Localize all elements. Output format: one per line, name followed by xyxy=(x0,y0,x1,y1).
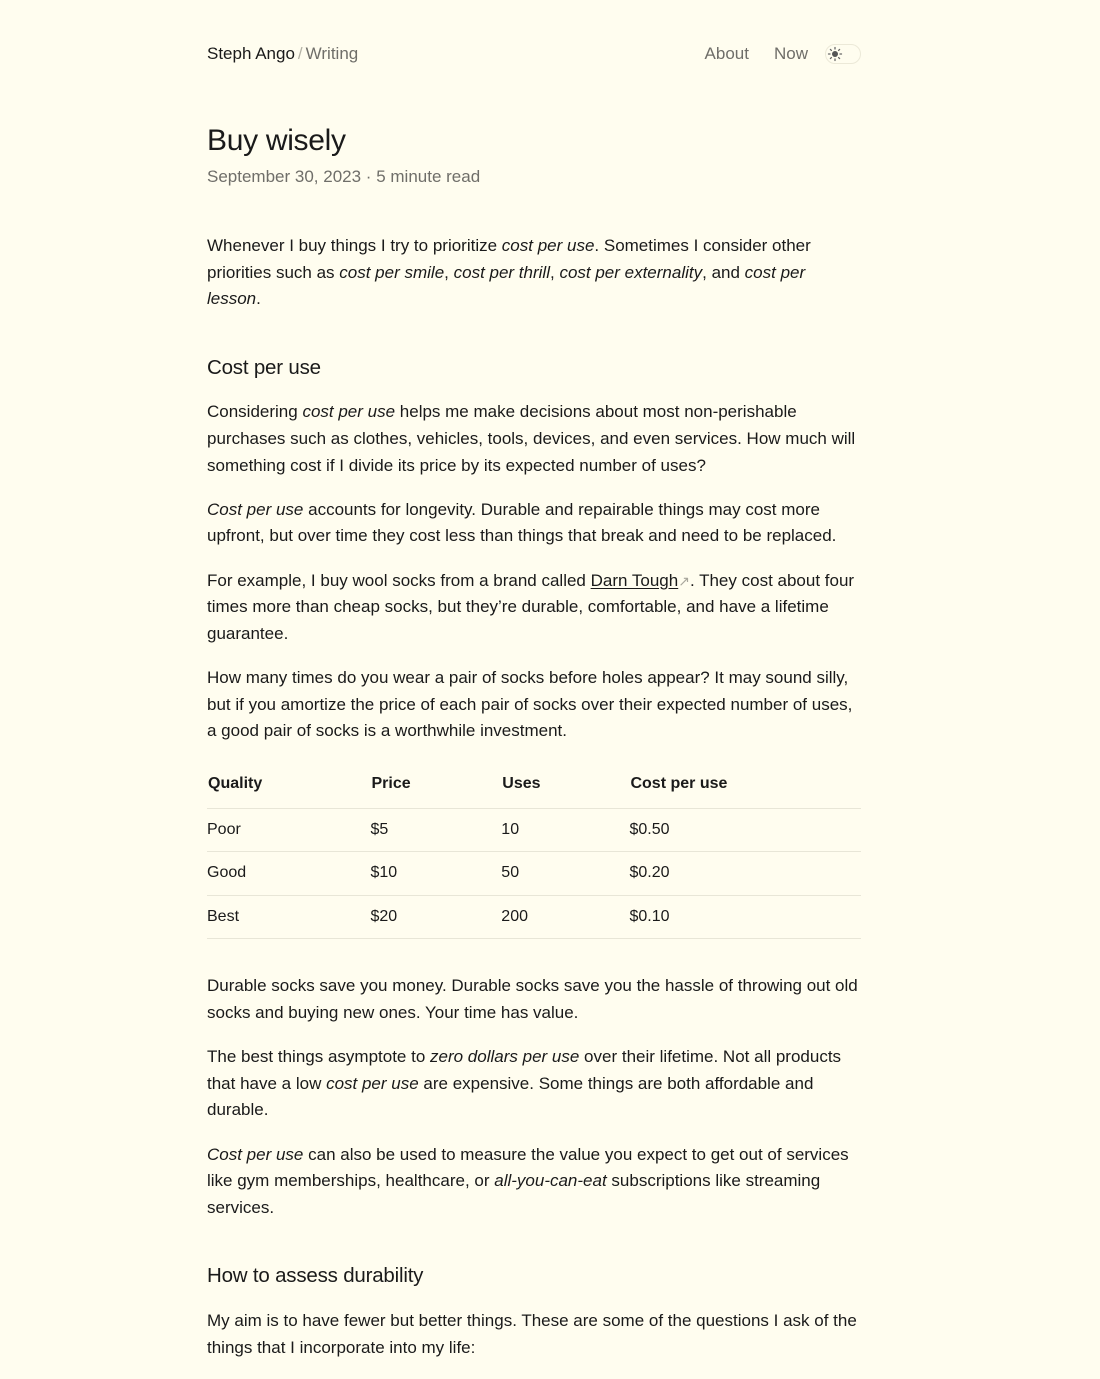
meta-separator: · xyxy=(365,167,372,186)
paragraph: Durable socks save you money. Durable socks save you the hassle of throwing out old socks and buying new ones. Your time has value. xyxy=(207,976,858,1022)
article-date: September 30, 2023 xyxy=(207,167,362,186)
text: , xyxy=(549,262,560,282)
text: helps me make decisions about most non-perishable purchases such as clothes, vehicles, tools, devices, and even services. How much will something cost if I divide its price by its expected number of uses? xyxy=(207,402,856,475)
table-cell: $0.50 xyxy=(629,808,861,852)
spacer xyxy=(207,939,861,973)
paragraph xyxy=(207,1142,861,1222)
breadcrumb xyxy=(207,44,358,64)
cost-per-use-table xyxy=(207,771,861,939)
table-cell: $0.10 xyxy=(629,895,861,939)
text: over their lifetime. Not all products that have a low xyxy=(207,1047,842,1093)
emphasis: cost per externality xyxy=(559,262,703,282)
text: , xyxy=(444,262,454,282)
emphasis: cost per smile xyxy=(339,262,445,282)
table-cell: $10 xyxy=(371,852,502,896)
table-cell: 200 xyxy=(501,895,629,939)
heading-cost-per-use: Cost per use xyxy=(207,355,321,379)
table-cell: $20 xyxy=(371,895,502,939)
emphasis: zero dollars per use xyxy=(430,1047,580,1067)
top-nav xyxy=(680,44,861,64)
column-header: Price xyxy=(371,771,502,808)
article-title: Buy wisely xyxy=(207,124,346,157)
paragraph xyxy=(207,497,861,550)
paragraph: My aim is to have fewer but better things. These are some of the questions I ask of the things that I incorporate into my life: xyxy=(207,1311,857,1357)
emphasis: cost per lesson xyxy=(207,262,806,309)
text: . Sometimes I consider other priorities such as xyxy=(207,236,811,282)
emphasis: cost per use xyxy=(326,1073,419,1093)
emphasis: cost per thrill xyxy=(453,262,550,282)
table-cell: 10 xyxy=(501,808,629,852)
text: Whenever I buy things I try to prioritize xyxy=(207,236,502,255)
article xyxy=(207,124,861,1361)
nav-now[interactable]: Now xyxy=(773,44,808,63)
sun-icon xyxy=(827,46,843,62)
table-header-row xyxy=(207,771,861,808)
heading-assess-durability: How to assess durability xyxy=(207,1264,424,1288)
site-header xyxy=(207,0,861,108)
text: are expensive. Some things are both affordable and durable. xyxy=(207,1073,814,1120)
text: . They cost about four times more than cheap socks, but they’re durable, comfortable, and have a lifetime guarantee. xyxy=(207,570,855,643)
column-header: Quality xyxy=(207,771,371,808)
page xyxy=(207,0,861,1361)
text: can also be used to measure the value you expect to get out of services like gym memberships, healthcare, or xyxy=(207,1144,849,1191)
emphasis: Cost per use xyxy=(207,499,304,519)
column-header: Cost per use xyxy=(629,771,861,808)
column-header: Uses xyxy=(501,771,629,808)
nav-about[interactable]: About xyxy=(704,44,749,63)
table-row xyxy=(207,808,861,852)
intro-paragraph xyxy=(207,233,861,313)
article-body xyxy=(207,233,861,1361)
text: The best things asymptote to xyxy=(207,1047,431,1067)
table-cell: 50 xyxy=(501,852,629,896)
paragraph xyxy=(207,399,861,479)
site-name-link[interactable]: Steph Ango xyxy=(207,44,295,63)
breadcrumb-separator: / xyxy=(297,44,303,63)
theme-toggle[interactable] xyxy=(825,44,861,64)
emphasis: all-you-can-eat xyxy=(494,1171,607,1191)
table-cell: $5 xyxy=(371,808,502,852)
emphasis: cost per use xyxy=(501,236,595,255)
text: accounts for longevity. Durable and repairable things may cost more upfront, but over time they cost less than things that break and need to be replaced. xyxy=(207,499,837,546)
section-link-writing[interactable]: Writing xyxy=(305,44,359,63)
table-cell: $0.20 xyxy=(629,852,861,896)
external-link-icon: ↗ xyxy=(678,572,690,589)
text: For example, I buy wool socks from a brand called xyxy=(207,570,591,590)
paragraph: How many times do you wear a pair of socks before holes appear? It may sound silly, but if you amortize the price of each pair of socks over their expected number of uses, a good pair of socks is a worthwhile investment. xyxy=(207,668,853,741)
paragraph xyxy=(207,568,861,648)
article-meta xyxy=(207,167,861,187)
text: , and xyxy=(702,262,745,282)
text: subscriptions like streaming services. xyxy=(207,1171,821,1217)
read-time: 5 minute read xyxy=(376,167,481,186)
table-cell: Poor xyxy=(207,808,371,852)
paragraph xyxy=(207,1044,861,1124)
table-row xyxy=(207,852,861,896)
emphasis: Cost per use xyxy=(207,1144,304,1164)
table-cell: Good xyxy=(207,852,371,896)
darn-tough-link[interactable]: Darn Tough xyxy=(590,570,679,590)
table-cell: Best xyxy=(207,895,371,939)
text: . xyxy=(256,289,261,309)
text: Considering xyxy=(207,402,303,422)
table-row xyxy=(207,895,861,939)
emphasis: cost per use xyxy=(302,402,396,422)
